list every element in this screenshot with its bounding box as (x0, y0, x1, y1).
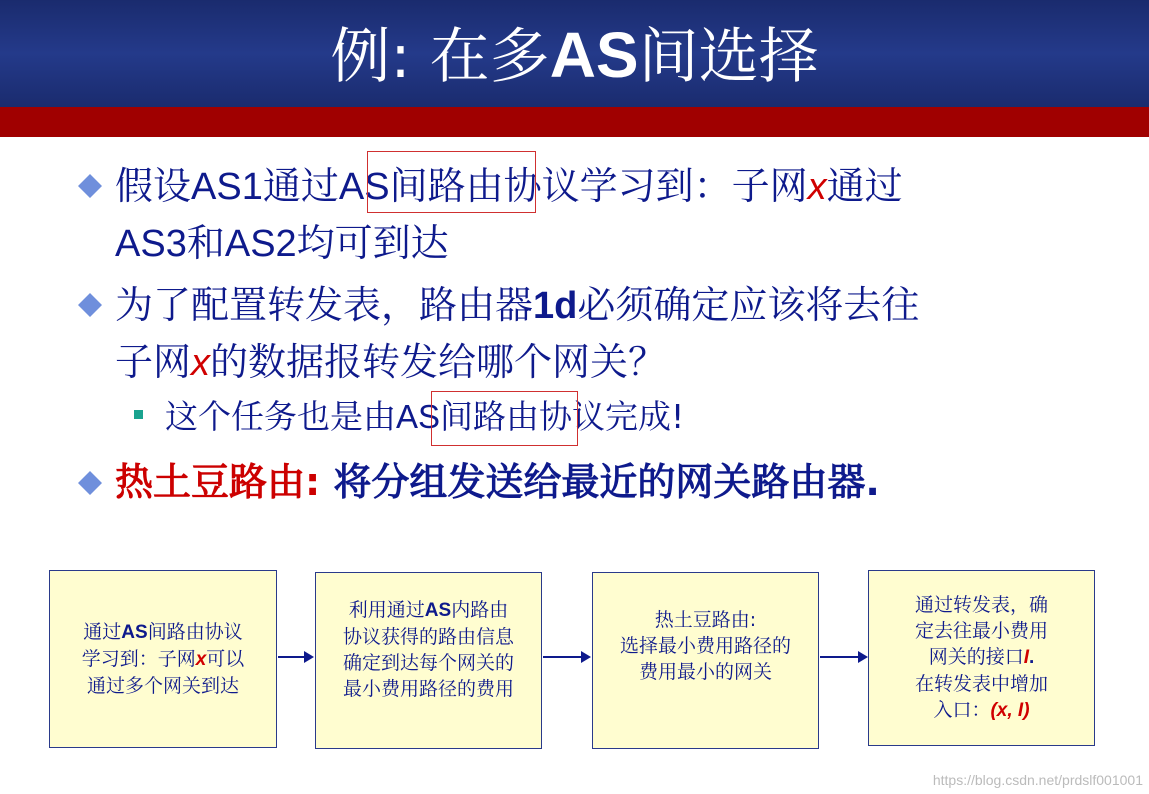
bullet-1-line-1: 假设AS1通过AS间路由协议学习到：子网x通过 (115, 164, 903, 208)
highlight-box-1 (367, 151, 536, 213)
flow-box-3: 热土豆路由: 选择最小费用路径的 费用最小的网关 (592, 572, 819, 749)
flow-arrow (278, 656, 312, 658)
title-underline-bar (0, 107, 1149, 137)
bullet-2 (115, 277, 919, 391)
bullet-1-line-2: AS3和AS2均可到达 (115, 221, 449, 265)
square-bullet-icon (134, 410, 143, 419)
flow-box-2: 利用通过AS内路由 协议获得的路由信息 确定到达每个网关的 最小费用路径的费用 (315, 572, 542, 749)
flow-box-4: 通过转发表，确 定去往最小费用 网关的接口I. 在转发表中增加 入口：(x, I) (868, 570, 1095, 746)
watermark: https://blog.csdn.net/prdslf001001 (932, 772, 1143, 788)
diamond-bullet-icon (76, 291, 104, 319)
flow-arrow (820, 656, 866, 658)
bullet-2-line-1: 为了配置转发表，路由器1d必须确定应该将去往 (115, 283, 920, 327)
sub-bullet: 这个任务也是由AS间路由协议完成! (165, 397, 685, 436)
diamond-bullet-icon (76, 172, 104, 200)
diamond-bullet-icon (76, 469, 104, 497)
hot-potato-bullet: 热土豆路由: 将分组发送给最近的网关路由器. (115, 460, 880, 504)
highlight-box-2 (431, 391, 578, 446)
flow-box-1: 通过AS间路由协议 学习到：子网x可以 通过多个网关到达 (49, 570, 277, 748)
flow-arrow (543, 656, 589, 658)
slide-title: 例: 在多AS间选择 (330, 19, 819, 92)
bullet-2-line-2: 子网x的数据报转发给哪个网关？ (115, 340, 667, 384)
